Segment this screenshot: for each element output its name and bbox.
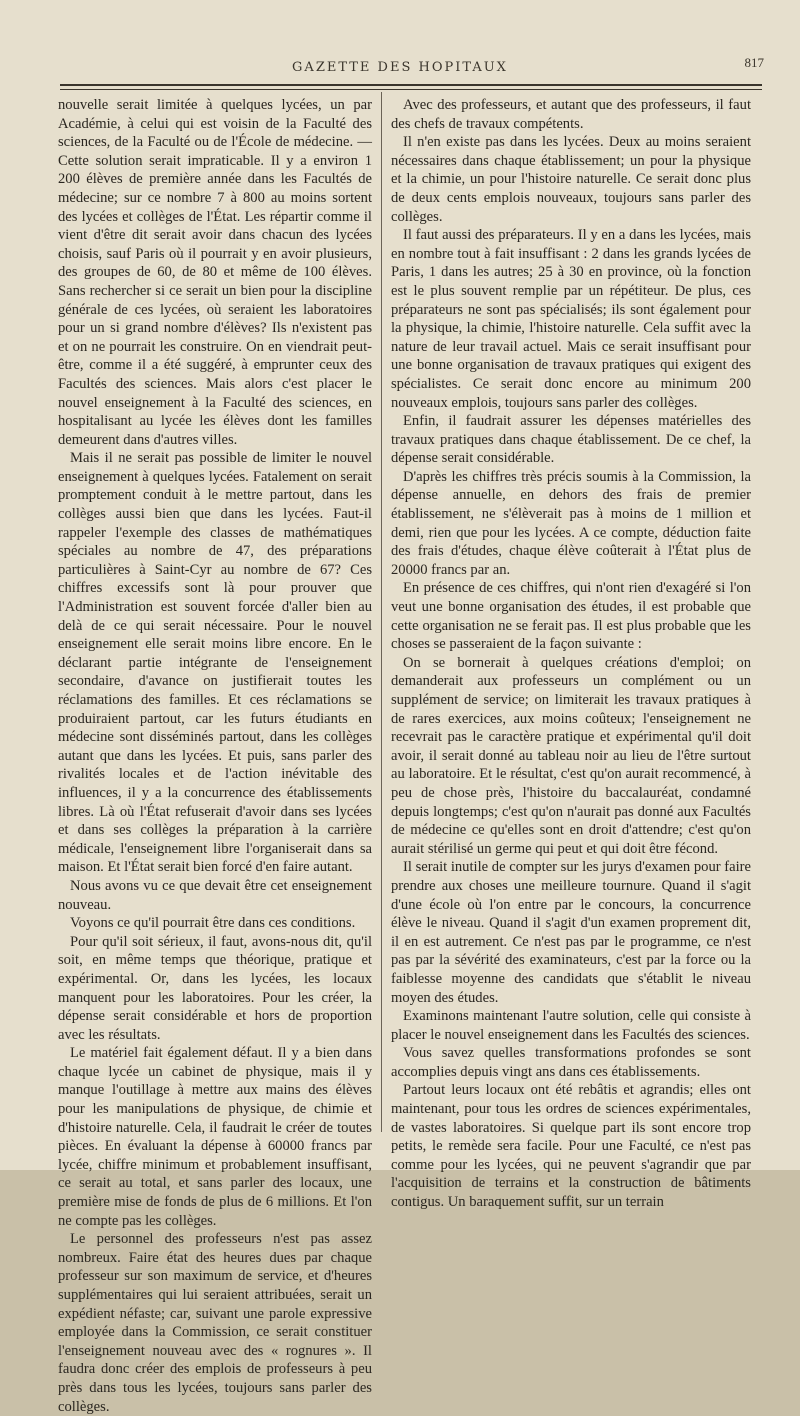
paragraph: Il n'en existe pas dans les lycées. Deux au moins seraient nécessaires dans chaque établissement; un pour la physique et la chimie, un pour l'histoire naturelle. Ce serait donc plus de deux cents emplois nouveaux, toujours sans parler des collèges. bbox=[391, 134, 751, 225]
paragraph: Nous avons vu ce que devait être cet enseignement nouveau. bbox=[58, 877, 372, 913]
paragraph: Voyons ce qu'il pourrait être dans ces conditions. bbox=[70, 915, 356, 932]
paragraph: Pour qu'il soit sérieux, il faut, avons-nous dit, qu'il soit, en même temps que théorique, pratique et expérimental. Or, dans les lycées, les locaux manquent pour les laboratoires. Pour les créer, la dépense serait considérable et hors de proportion avec les résultats. bbox=[58, 933, 372, 1043]
page-number: 817 bbox=[744, 55, 764, 70]
paragraph: Vous savez quelles transformations profondes se sont accomplies depuis vingt ans dans ces établissements. bbox=[391, 1045, 751, 1080]
paragraph: Il serait inutile de compter sur les jurys d'examen pour faire prendre aux choses une meilleure tournure. Quand il s'agit d'une école où l'on entre par le concours, la concurrence élève le niveau. Quand il s'agit d'un examen proprement dit, il en est autrement. Ce n'est pas par le programme, ce n'est pas par la sévérité des examinateurs, c'est par la force ou la faiblesse moyenne des candidats que s'établit le niveau moyen des études. bbox=[391, 859, 751, 1006]
paragraph: Le personnel des professeurs n'est pas assez nombreux. Faire état des heures dues par chaque professeur sur son maximum de service, et d'heures supplémentaires qui lui seraient attribuées, serait un expédient néfaste; car, suivant une parole expressive employée dans la Commission, ce serait constituer l'enseignement nouveau avec des « rognures ». Il faudra donc créer des emplois de professeurs à peu près dans tous les lycées, toujours sans parler des collèges. bbox=[58, 1231, 372, 1415]
paragraph: En présence de ces chiffres, qui n'ont rien d'exagéré si l'on veut une bonne organisation des études, il est probable que cette organisation ne se ferait pas. Il est plus probable que les choses se passeraient de la façon suivante : bbox=[391, 580, 751, 653]
page-header-title: GAZETTE DES HOPITAUX bbox=[292, 60, 508, 75]
header-rule bbox=[60, 84, 762, 86]
paragraph: Avec des professeurs, et autant que des professeurs, il faut des chefs de travaux compétents. bbox=[391, 97, 751, 132]
paragraph: D'après les chiffres très précis soumis à la Commission, la dépense annuelle, en dehors des frais de premier établissement, ne s'élèverait pas à moins de 1 million et demi, rien que pour les lycées. A ce compte, déduction faite des frais d'études, chaque élève coûterait à l'État plus de 20000 francs par an. bbox=[391, 468, 751, 578]
paragraph: Examinons maintenant l'autre solution, celle qui consiste à placer le nouvel enseignement dans les Facultés des sciences. bbox=[391, 1008, 751, 1043]
paragraph: Partout leurs locaux ont été rebâtis et agrandis; elles ont maintenant, pour tous les ordres de sciences expérimentales, de vastes laboratoires. Si quelque part ils sont encore trop petits, le remède sera facile. Pour une Faculté, ce n'est pas comme pour les lycées, qui ne peuvent s'agrandir que par l'acquisition de terrains et la construction de bâtiments contigus. Un baraquement suffit, sur un terrain bbox=[391, 1082, 751, 1211]
paragraph: Le matériel fait également défaut. Il y a bien dans chaque lycée un cabinet de physique, mais il y manque l'outillage à mettre aux mains des élèves pour les manipulations de physique, de chimie et d'histoire naturelle. Cela, il faudrait le créer de toutes pièces. En évaluant la dépense à 60000 francs par lycée, chiffre minimum et probablement insuffisant, ce serait au total, et sans parler des locaux, une première mise de fonds de plus de 6 millions. Et l'on ne compte pas les collèges. bbox=[58, 1045, 372, 1229]
right-column bbox=[391, 96, 751, 1212]
paragraph: nouvelle serait limitée à quelques lycées, un par Académie, à celui qui est voisin de la Faculté des sciences, de la Faculté ou de l'École de médecine. — Cette solution serait impraticable. Il y a environ 1 200 élèves de première année dans les Facultés de médecine; sur ce nombre 7 à 800 au moins sortent des lycées et collèges de l'État. Les répartir comme il vient d'être dit serait avoir dans chacun des lycées choisis, sauf Paris où il pourrait y en avoir plusieurs, des groupes de 60, de 80 et même de 100 élèves. Sans rechercher si ce serait un bien pour la discipline générale de ces lycées, où seraient les laboratoires pour un si grand nombre d'élèves? Ils n'existent pas et on ne pourrait les construire. On en viendrait peut-être, comme il a été suggéré, à emprunter ceux des Facultés des sciences. Mais alors c'est placer le nouvel enseignement à la Faculté des sciences, en hospitalisant au lycée les élèves dont les familles demeurent dans d'autres villes. bbox=[58, 97, 372, 448]
paragraph: Il faut aussi des préparateurs. Il y en a dans les lycées, mais en nombre tout à fait insuffisant : 2 dans les grands lycées de Paris, 1 dans les autres; 25 à 30 en province, où la fonction est le plus souvent remplie par un répétiteur. De plus, ces préparateurs ne sont pas spécialisés; ils sont également pour la physique, la chimie, l'histoire naturelle. Cela suffit avec la nature de leur travail actuel. Mais ce serait insuffisant pour une bonne organisation de travaux pratiques qui exigent des spécialistes. Ce serait donc encore au minimum 200 nouveaux emplois, toujours sans parler des collèges. bbox=[391, 227, 751, 411]
left-column bbox=[58, 96, 372, 1416]
paragraph: Mais il ne serait pas possible de limiter le nouvel enseignement à quelques lycées. Fatalement on serait promptement conduit à le mettre partout, dans les collèges aussi bien que dans les lycées. Faut-il rappeler l'exemple des classes de mathématiques spéciales au nombre de 47, des préparations particulières à Saint-Cyr au nombre de 67? Ces chiffres excessifs sont là pour prouver que l'Administration est souvent forcée d'aller bien au delà de ce qui serait nécessaire. Pour le nouvel enseignement elle serait moins libre encore. En le déclarant partie intégrante de l'enseignement secondaire, d'avance on justifierait toutes les réclamations des familles. Et ces réclamations se produiraient partout, car les futurs étudiants en médecine sont disséminés partout, dans les collèges autant que dans les lycées. Et puis, sans parler des rivalités locales et de l'action inévitable des influences, il y a la concurrence des établissements libres. Là où l'État refuserait d'avoir dans ses lycées et dans ses collèges la préparation à la carrière médicale, l'enseignement libre l'organiserait dans sa maison. Et l'État serait bien forcé d'en faire autant. bbox=[58, 450, 372, 876]
header-rule-thin bbox=[60, 89, 762, 90]
column-divider bbox=[381, 92, 382, 1132]
paragraph: On se bornerait à quelques créations d'emploi; on demanderait aux professeurs un complément ou un supplément de service; on limiterait les travaux pratiques à de rares exercices, aux moins coûteux; l'enseignement ne recevrait pas le caractère pratique et expérimental qu'il doit avoir, il serait donné au tableau noir au lieu de l'être surtout au laboratoire. Et le résultat, c'est qu'on aurait recommencé, à peu de chose près, l'histoire du baccalauréat, condamné depuis longtemps; c'est qu'on n'aurait pas donné aux Facultés de médecine ce qu'elles sont en droit d'attendre; c'est qu'on aurait stérilisé un germe qui peut et qui doit être fécond. bbox=[391, 654, 751, 857]
paragraph: Enfin, il faudrait assurer les dépenses matérielles des travaux pratiques dans chaque établissement. De ce chef, la dépense serait considérable. bbox=[391, 413, 751, 467]
